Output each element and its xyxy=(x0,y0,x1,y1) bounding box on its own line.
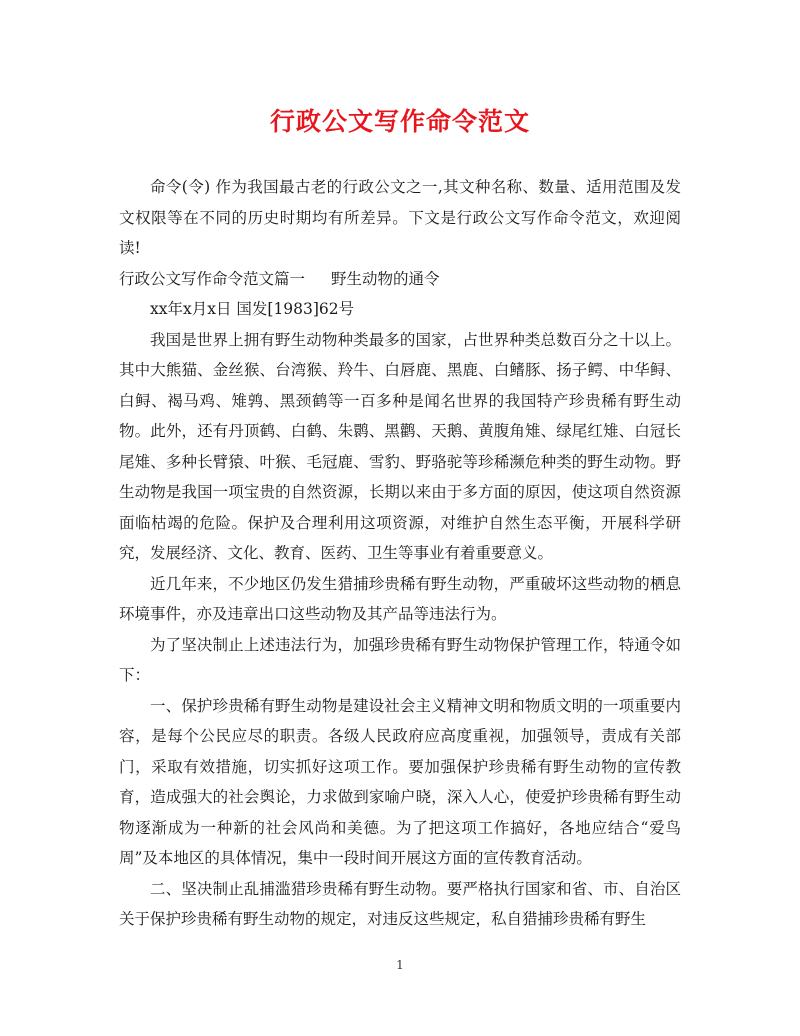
notice-title: 野生动物的通令 xyxy=(331,269,440,288)
document-body xyxy=(119,172,681,935)
section-heading: 行政公文写作命令范文篇一 xyxy=(119,269,306,288)
body-paragraph-recent-years: 近几年来，不少地区仍发生猎捕珍贵稀有野生动物，严重破坏这些动物的栖息环境事件，亦及违章出口这些动物及其产品等违法行为。 xyxy=(119,574,681,623)
body-paragraph-item-two: 二、坚决制止乱捕滥猎珍贵稀有野生动物。要严格执行国家和省、市、自治区关于保护珍贵稀有野生动物的规定，对违反这些规定，私自猎捕珍贵稀有野生 xyxy=(119,879,681,928)
notice-date-line: xx年x月x日 国发[1983]62号 xyxy=(150,300,355,318)
body-paragraph-item-one: 一、保护珍贵稀有野生动物是建设社会主义精神文明和物质文明的一项重要内容，是每个公民应尽的职责。各级人民政府应高度重视，加强领导，责成有关部门，采取有效措施，切实抓好这项工作。要加强保护珍贵稀有野生动物的宣传教育，造成强大的社会舆论，力求做到家喻户晓，深入人心，使爱护珍贵稀有野生动物逐渐成为一种新的社会风尚和美德。为了把这项工作搞好，各地应结合“爱鸟周”及本地区的具体情况，集中一段时间开展这方面的宣传教育活动。 xyxy=(119,696,681,867)
section-heading-line xyxy=(119,264,681,295)
document-title: 行政公文写作命令范文 xyxy=(269,107,530,136)
body-paragraph-wildlife: 我国是世界上拥有野生动物种类最多的国家，占世界种类总数百分之十以上。其中大熊猫、金丝猴、台湾猴、羚牛、白唇鹿、黑鹿、白鳍豚、扬子鳄、中华鲟、白鲟、褐马鸡、雉鹑、黑颈鹤等一百多种是闻名世界的我国特产珍贵稀有野生动物。此外，还有丹顶鹤、白鹤、朱鹮、黑鹳、天鹅、黄腹角雉、绿尾红雉、白冠长尾雉、多种长臂猿、叶猴、毛冠鹿、雪豹、野骆驼等珍稀濒危种类的野生动物。野生动物是我国一项宝贵的自然资源，长期以来由于多方面的原因，使这项自然资源面临枯竭的危险。保护及合理利用这项资源，对维护自然生态平衡，开展科学研究，发展经济、文化、教育、医药、卫生等事业有着重要意义。 xyxy=(119,330,681,562)
page-number: 1 xyxy=(396,958,404,972)
intro-paragraph: 命令(令) 作为我国最古老的行政公文之一,其文种名称、数量、适用范围及发文权限等在不同的历史时期均有所差异。下文是行政公文写作命令范文，欢迎阅读! xyxy=(119,178,681,257)
body-paragraph-order-intro: 为了坚决制止上述违法行为，加强珍贵稀有野生动物保护管理工作，特通令如下： xyxy=(119,635,681,684)
